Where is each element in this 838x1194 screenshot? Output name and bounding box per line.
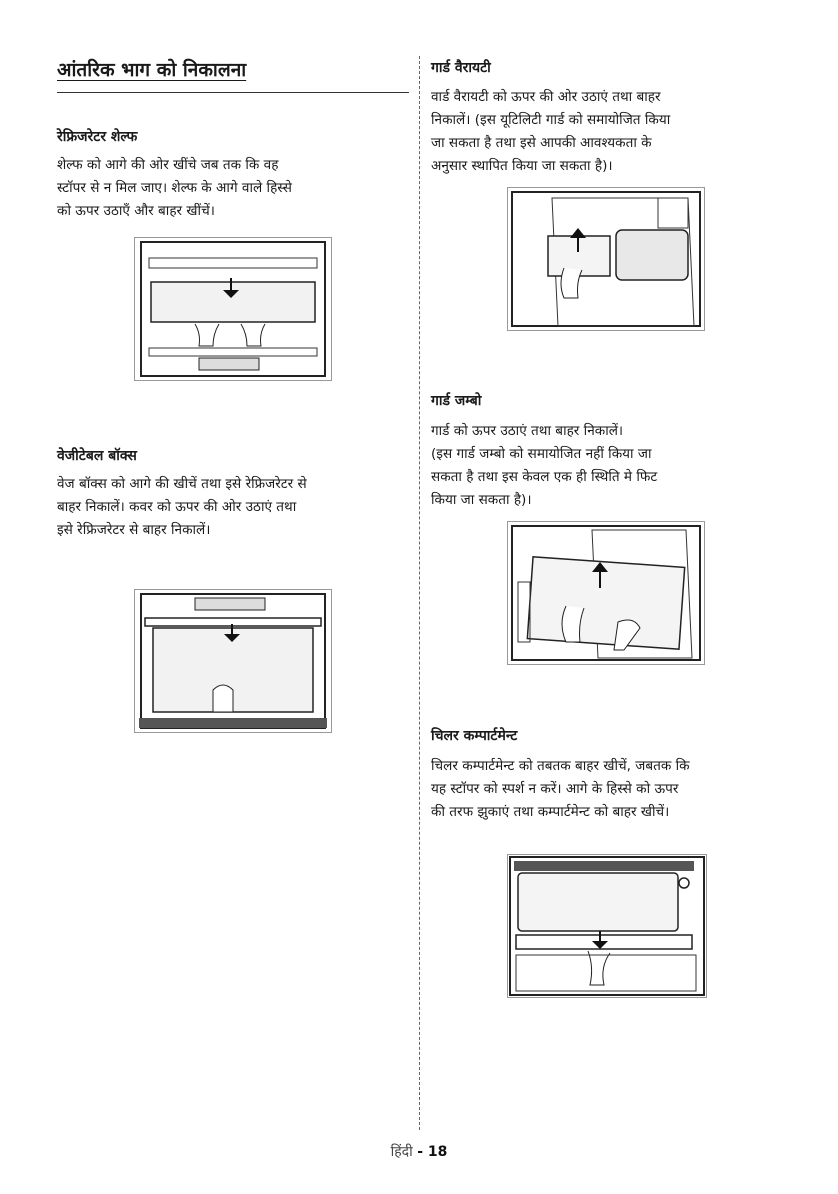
guard-variety-line: वार्ड वैरायटी को ऊपर की ओर उठाएं तथा बाहर: [431, 89, 661, 105]
shelf-illustration: [134, 237, 332, 381]
guard-jumbo-line: सकता है तथा इस केवल एक ही स्थिति मे फिट: [431, 469, 658, 485]
shelf-line: को ऊपर उठाएँ और बाहर खींचें।: [57, 203, 215, 219]
shelf-line: स्टॉपर से न मिल जाए। शेल्फ के आगे वाले हिस्से: [57, 180, 292, 196]
shelf-line: शेल्फ को आगे की ओर खींचे जब तक कि वह: [57, 157, 279, 173]
guard-variety-illustration: [507, 187, 705, 331]
chiller-text: [431, 755, 781, 824]
shelf-heading: रेफ्रिजरेटर शेल्फ: [57, 129, 138, 145]
page-number: - 18: [417, 1144, 448, 1160]
chiller-illustration: [507, 854, 707, 998]
veg-box-heading: वेजीटेबल बॉक्स: [57, 448, 137, 464]
page-footer: [0, 1142, 838, 1161]
chiller-line: यह स्टॉपर को स्पर्श न करें। आगे के हिस्से को ऊपर: [431, 781, 679, 797]
chiller-line: चिलर कम्पार्टमेन्ट को तबतक बाहर खीचें, जबतक कि: [431, 758, 690, 774]
footer-language: हिंदी: [390, 1144, 413, 1160]
veg-box-line: इसे रेफ्रिजरेटर से बाहर निकालें।: [57, 522, 211, 538]
guard-variety-line: निकालें। (इस यूटिलिटी गार्ड को समायोजित किया: [431, 112, 671, 128]
guard-jumbo-heading: गार्ड जम्बो: [431, 393, 482, 409]
shelf-text: [57, 154, 397, 223]
veg-box-text: [57, 473, 407, 542]
column-divider: [419, 56, 420, 1130]
guard-variety-text: [431, 86, 771, 178]
guard-jumbo-illustration: [507, 521, 705, 665]
veg-box-line: वेज बॉक्स को आगे की खीचें तथा इसे रेफ्रिजरेटर से: [57, 476, 307, 492]
chiller-heading: चिलर कम्पार्टमेन्ट: [431, 728, 518, 744]
veg-box-line: बाहर निकालें। कवर को ऊपर की ओर उठाएं तथा: [57, 499, 297, 515]
title-rule: [57, 92, 409, 93]
chiller-line: की तरफ झुकाएं तथा कम्पार्टमेन्ट को बाहर खीचें।: [431, 804, 670, 820]
guard-jumbo-line: (इस गार्ड जम्बो को समायोजित नहीं किया जा: [431, 446, 652, 462]
guard-variety-line: जा सकता है तथा इसे आपकी आवश्यकता के: [431, 135, 652, 151]
guard-jumbo-line: गार्ड को ऊपर उठाएं तथा बाहर निकालें।: [431, 423, 624, 439]
guard-jumbo-line: किया जा सकता है)।: [431, 492, 532, 508]
guard-variety-line: अनुसार स्थापित किया जा सकता है)।: [431, 158, 613, 174]
guard-variety-heading: गार्ड वैरायटी: [431, 60, 491, 76]
page-title: आंतरिक भाग को निकालना: [57, 59, 247, 81]
guard-jumbo-text: [431, 420, 771, 512]
veg-box-illustration: [134, 589, 332, 733]
